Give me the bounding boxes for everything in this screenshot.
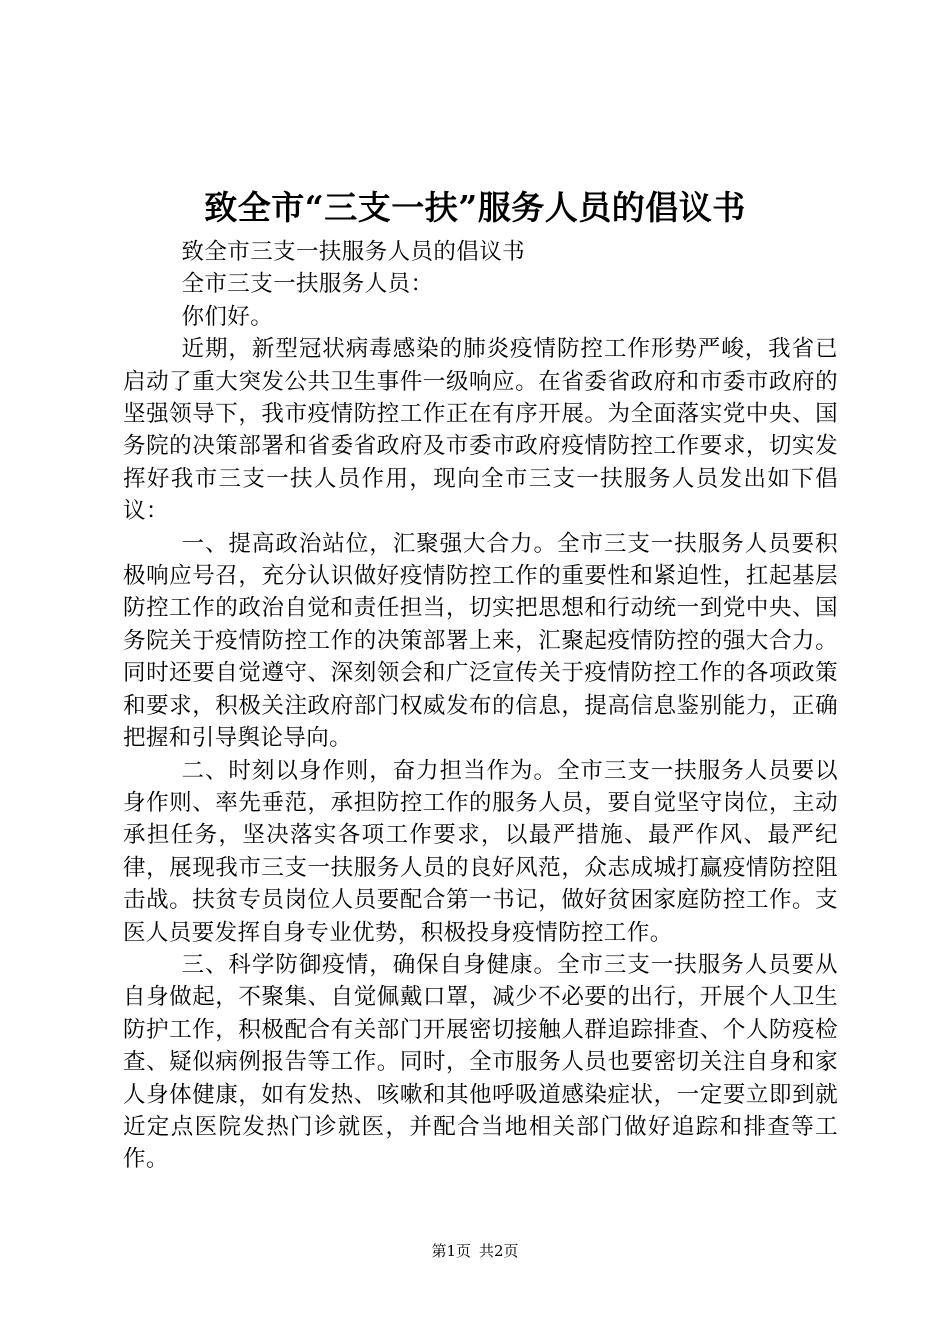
intro-paragraph: 近期，新型冠状病毒感染的肺炎疫情防控工作形势严峻，我省已启动了重大突发公共卫生事件一级响应。在省委省政府和市委市政府的坚强领导下，我市疫情防控工作正在有序开展。为全面落实党中央、国务院的决策部署和省委省政府及市委市政府疫情防控工作要求，切实发挥好我市三支一扶人员作用，现向全市三支一扶服务人员发出如下倡议： [123, 336, 838, 525]
document-subtitle: 致全市三支一扶服务人员的倡议书 [181, 239, 526, 265]
proposal-two-paragraph: 二、时刻以身作则，奋力担当作为。全市三支一扶服务人员要以身作则、率先垂范，承担防控工作的服务人员，要自觉坚守岗位，主动承担任务，坚决落实各项工作要求，以最严措施、最严作风、最严纪律，展现我市三支一扶服务人员的良好风范，众志成城打赢疫情防控阻击战。扶贫专员岗位人员要配合第一书记，做好贫困家庭防控工作。支医人员要发挥自身专业优势，积极投身疫情防控工作。 [123, 757, 838, 946]
document-title: 致全市“三支一扶”服务人员的倡议书 [204, 188, 746, 227]
page-total: 共2页 [479, 1242, 519, 1260]
greeting: 你们好。 [181, 303, 274, 330]
proposal-three-paragraph: 三、科学防御疫情，确保自身健康。全市三支一扶服务人员要从自身做起，不聚集、自觉佩戴口罩，减少不必要的出行，开展个人卫生防护工作，积极配合有关部门开展密切接触人群追踪排查、个人防疫检查、疑似病例报告等工作。同时，全市服务人员也要密切关注自身和家人身体健康，如有发热、咳嗽和其他呼吸道感染症状，一定要立即到就近定点医院发热门诊就医，并配合当地相关部门做好追踪和排查等工作。 [123, 951, 838, 1173]
proposal-one-paragraph: 一、提高政治站位，汇聚强大合力。全市三支一扶服务人员要积极响应号召，充分认识做好疫情防控工作的重要性和紧迫性，扛起基层防控工作的政治自觉和责任担当，切实把思想和行动统一到党中央、国务院关于疫情防控工作的决策部署上来，汇聚起疫情防控的强大合力。同时还要自觉遵守、深刻领会和广泛宣传关于疫情防控工作的各项政策和要求，积极关注政府部门权威发布的信息，提高信息鉴别能力，正确把握和引导舆论导向。 [123, 530, 838, 752]
document-body [123, 236, 838, 1176]
salutation: 全市三支一扶服务人员： [181, 271, 434, 298]
page-number: 第1页 [431, 1242, 471, 1260]
page-footer [0, 1240, 950, 1262]
